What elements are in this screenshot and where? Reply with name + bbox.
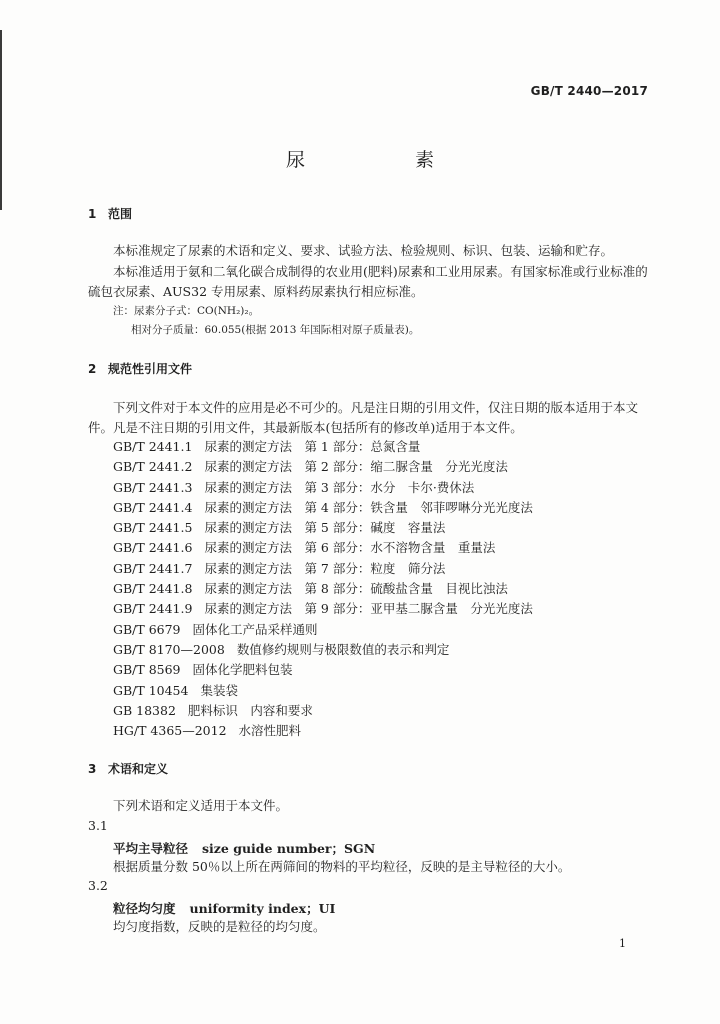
reference-title: 肥料标识 内容和要求 xyxy=(187,702,313,718)
term-english: size guide number；SGN xyxy=(202,841,376,856)
reference-code: HG/T 4365—2012 xyxy=(113,723,227,739)
reference-code: GB/T 2441.3 xyxy=(113,479,193,495)
reference-item xyxy=(113,518,533,538)
reference-item xyxy=(113,640,533,660)
reference-code: GB/T 2441.6 xyxy=(113,540,193,556)
reference-code: GB/T 2441.7 xyxy=(113,560,193,576)
reference-code: GB 18382 xyxy=(113,702,176,718)
term-number: 3.2 xyxy=(88,878,108,893)
section-number: 2 xyxy=(88,362,97,376)
reference-item xyxy=(113,701,533,721)
section-title: 术语和定义 xyxy=(108,762,169,776)
reference-title: 尿素的测定方法 第 4 部分：铁含量 邻菲啰啉分光光度法 xyxy=(204,499,533,515)
reference-item xyxy=(113,457,533,477)
reference-code: GB/T 10454 xyxy=(113,682,189,698)
reference-title: 尿素的测定方法 第 2 部分：缩二脲含量 分光光度法 xyxy=(204,459,508,475)
page-number: 1 xyxy=(619,937,626,950)
section-title: 规范性引用文件 xyxy=(108,362,193,376)
reference-title: 固体化工产品采样通则 xyxy=(192,621,318,637)
reference-title: 尿素的测定方法 第 6 部分：水不溶物含量 重量法 xyxy=(204,540,496,556)
section-heading-normative-references xyxy=(88,360,192,377)
reference-title: 尿素的测定方法 第 3 部分：水分 卡尔·费休法 xyxy=(204,479,475,495)
term-heading xyxy=(113,899,335,917)
scope-note-mass: 相对分子质量：60.055(根据 2013 年国际相对原子质量表)。 xyxy=(131,324,420,336)
reference-title: 尿素的测定方法 第 1 部分：总氮含量 xyxy=(204,439,421,454)
section-heading-scope xyxy=(88,205,132,222)
reference-item xyxy=(113,437,533,457)
reference-item xyxy=(113,579,533,599)
reference-code: GB/T 8569 xyxy=(113,662,181,678)
reference-item xyxy=(113,498,533,518)
section-heading-terms xyxy=(88,760,168,777)
reference-code: GB/T 2441.1 xyxy=(113,439,193,454)
reference-item xyxy=(113,721,533,741)
term-definition: 均匀度指数，反映的是粒径的均匀度。 xyxy=(113,919,326,934)
reference-title: 尿素的测定方法 第 9 部分：亚甲基二脲含量 分光光度法 xyxy=(204,601,533,617)
reference-title: 尿素的测定方法 第 8 部分：硫酸盐含量 目视比浊法 xyxy=(204,581,508,597)
references-intro: 下列文件对于本文件的应用是必不可少的。凡是注日期的引用文件，仅注日期的版本适用于本文件。凡是不注日期的引用文件，其最新版本(包括所有的修改单)适用于本文件。 xyxy=(88,400,639,435)
scope-paragraph-2: 本标准适用于氨和二氧化碳合成制得的农业用(肥料)尿素和工业用尿素。有国家标准或行业标准的硫包衣尿素、AUS32 专用尿素、原料药尿素执行相应标准。 xyxy=(88,264,648,299)
reference-code: GB/T 2441.4 xyxy=(113,499,193,515)
reference-title: 尿素的测定方法 第 7 部分：粒度 筛分法 xyxy=(204,560,446,576)
reference-code: GB/T 2441.8 xyxy=(113,581,193,597)
scan-edge-mark xyxy=(0,30,2,210)
reference-title: 集装袋 xyxy=(200,682,238,698)
term-chinese: 平均主导粒径 xyxy=(113,841,189,856)
reference-code: GB/T 2441.9 xyxy=(113,601,193,617)
reference-code: GB/T 6679 xyxy=(113,621,181,637)
document-title: 尿 素 xyxy=(285,149,487,171)
reference-item xyxy=(113,599,533,619)
reference-code: GB/T 8170—2008 xyxy=(113,641,225,657)
reference-item xyxy=(113,660,533,680)
section-number: 1 xyxy=(88,207,97,221)
term-chinese: 粒径均匀度 xyxy=(113,901,176,916)
reference-title: 数值修约规则与极限数值的表示和判定 xyxy=(236,641,450,657)
term-heading xyxy=(113,839,375,857)
term-number: 3.1 xyxy=(88,818,108,833)
scope-note-formula: 注：尿素分子式：CO(NH₂)₂。 xyxy=(113,305,260,317)
reference-item xyxy=(113,559,533,579)
terms-intro: 下列术语和定义适用于本文件。 xyxy=(113,798,289,813)
standard-code: GB/T 2440—2017 xyxy=(530,84,648,98)
reference-item xyxy=(113,478,533,498)
reference-title: 固体化学肥料包装 xyxy=(192,662,293,678)
scope-paragraph-1: 本标准规定了尿素的术语和定义、要求、试验方法、检验规则、标识、包装、运输和贮存。 xyxy=(113,243,614,258)
reference-title: 水溶性肥料 xyxy=(238,723,302,739)
reference-code: GB/T 2441.5 xyxy=(113,520,193,536)
reference-item xyxy=(113,538,533,558)
term-english: uniformity index；UI xyxy=(189,901,336,916)
reference-title: 尿素的测定方法 第 5 部分：碱度 容量法 xyxy=(204,520,446,536)
reference-item xyxy=(113,681,533,701)
reference-item xyxy=(113,620,533,640)
reference-list xyxy=(113,437,533,741)
section-number: 3 xyxy=(88,762,97,776)
section-title: 范围 xyxy=(108,207,133,221)
reference-code: GB/T 2441.2 xyxy=(113,459,193,475)
term-definition: 根据质量分数 50％以上所在两筛间的物料的平均粒径，反映的是主导粒径的大小。 xyxy=(113,859,571,874)
